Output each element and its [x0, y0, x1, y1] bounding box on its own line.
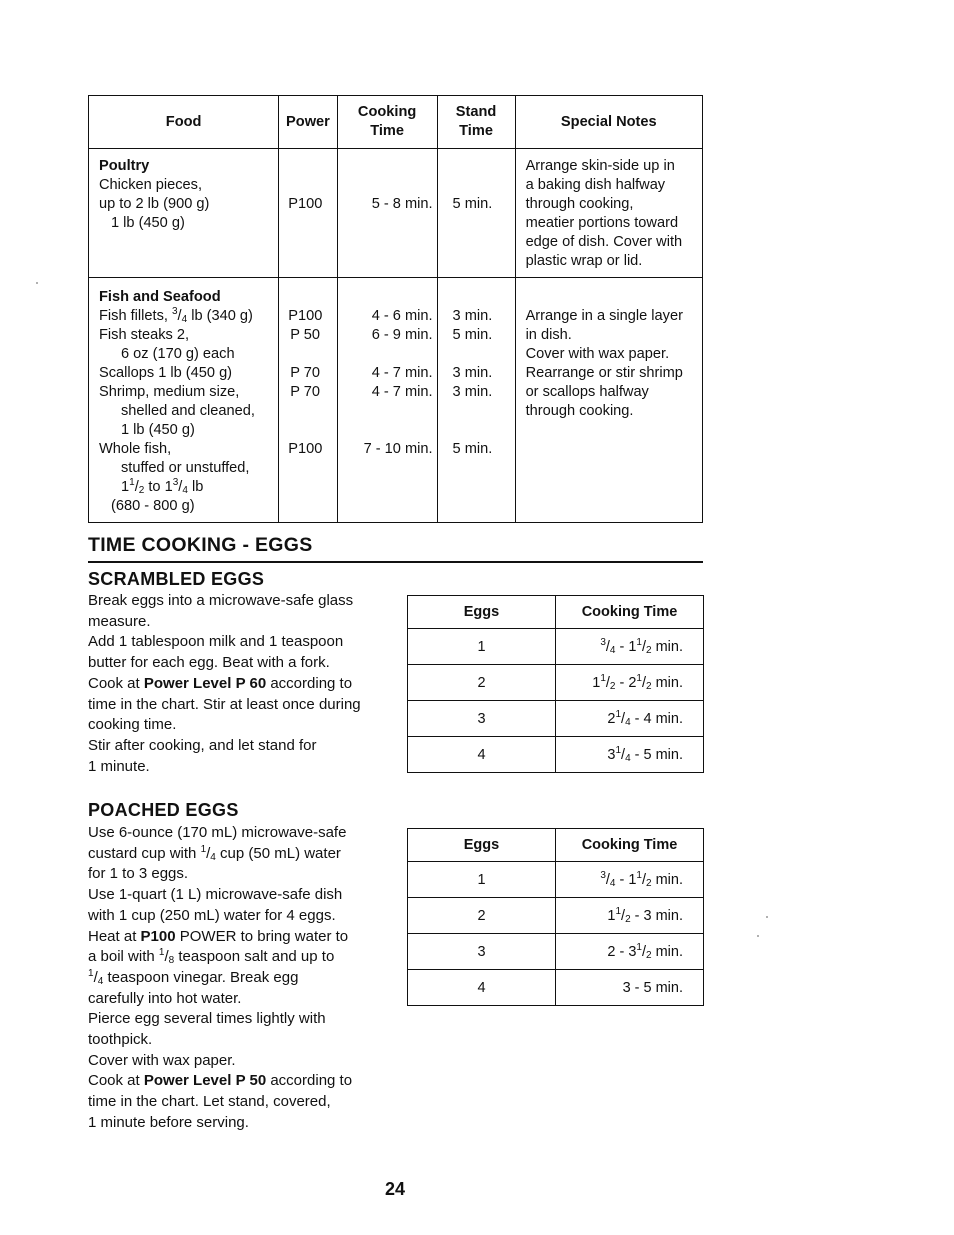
header-special-notes: Special Notes: [515, 96, 702, 149]
fish-note-line: Arrange in a single layer: [525, 308, 683, 324]
power-level-text: P100: [140, 927, 176, 945]
scrambled-eggs-instructions: [88, 591, 388, 777]
instruction-line: Cover with wax paper.: [88, 1051, 236, 1069]
instruction-line: time in the chart. Stir at least once during: [88, 695, 361, 713]
fraction-numerator: 1: [615, 744, 622, 756]
fraction-numerator: 3: [600, 636, 606, 648]
time-int: 1: [592, 674, 601, 691]
fraction-numerator: 1: [600, 672, 606, 684]
section-divider: [88, 561, 703, 563]
cooking-time-cell: $1^1/_2 - 3$ min.: [556, 898, 704, 934]
fish-power: P100: [288, 308, 323, 324]
fish-note-line: through cooking.: [525, 403, 634, 419]
fraction-denominator: 2: [646, 877, 652, 889]
poultry-title: Poultry: [99, 158, 150, 174]
fish-food-cell: [89, 278, 279, 523]
fish-note-line: in dish.: [525, 327, 572, 343]
fraction-denominator: 4: [625, 752, 631, 764]
poultry-stand-cell: [437, 149, 515, 278]
egg-count-cell: 2: [408, 898, 556, 934]
fish-power: P 50: [290, 327, 321, 343]
fish-power: [288, 345, 336, 364]
instruction-line: Pierce egg several times lightly with: [88, 1010, 326, 1028]
instruction-text: Heat at: [88, 927, 141, 945]
instruction-text: Cook at: [88, 1072, 144, 1090]
time-int: 2 - 3: [607, 943, 637, 960]
table-header-row: [89, 96, 703, 149]
poultry-note-line: a baking dish halfway: [525, 177, 666, 193]
instruction-line: $^1/_4$ teaspoon vinegar. Break egg: [88, 967, 299, 987]
fish-stand-time: 3 min.: [452, 308, 493, 324]
instruction-line: carefully into hot water.: [88, 989, 242, 1007]
poultry-food-cell: [89, 149, 279, 278]
fish-stand-time: 5 min.: [452, 441, 493, 457]
time-int: 3 - 5 min.: [622, 979, 683, 996]
cooking-time-cell: [556, 970, 704, 1006]
fish-cooking-time: [338, 421, 433, 440]
instruction-line: 1 minute.: [88, 757, 150, 775]
fish-whole-detail: stuffed or unstuffed,: [121, 460, 250, 476]
page-number: 24: [385, 1179, 406, 1199]
instruction-line: [88, 1071, 388, 1092]
time-mid: min.: [651, 943, 683, 960]
fish-note-line: Cover with wax paper.: [525, 346, 670, 362]
poultry-cooking-cell: [337, 149, 437, 278]
poultry-note-line: edge of dish. Cover with: [525, 234, 683, 250]
instruction-line: 1 minute before serving.: [88, 1113, 249, 1131]
header-cooking-time: Cooking Time: [556, 829, 704, 862]
table-row: [408, 737, 704, 773]
egg-count-cell: 1: [408, 862, 556, 898]
fish-stand-time: [453, 402, 515, 421]
fish-stand-time: [453, 421, 515, 440]
header-cooking-time-line1: Cooking: [357, 104, 417, 120]
header-power: Power: [279, 96, 337, 149]
instruction-line: toothpick.: [88, 1031, 153, 1049]
fraction-numerator: 3: [600, 869, 606, 881]
poultry-food-line: Chicken pieces,: [99, 177, 203, 193]
fish-shrimp-weight: 1 lb (450 g): [121, 422, 195, 438]
poultry-notes-cell: [515, 149, 702, 278]
fraction-denominator: 4: [97, 975, 104, 987]
fraction-numerator: 3: [171, 306, 178, 317]
fish-stand-time: 3 min.: [452, 365, 493, 381]
time-int: 3: [607, 746, 616, 763]
poultry-food-line: 1 lb (450 g): [111, 215, 185, 231]
table-header-row: [408, 596, 704, 629]
poultry-note-line: Arrange skin-side up in: [525, 158, 675, 174]
scan-speck: [766, 916, 768, 918]
egg-count-cell: 4: [408, 737, 556, 773]
table-header-row: [408, 829, 704, 862]
table-row: [408, 701, 704, 737]
time-mid: - 1: [615, 638, 637, 655]
egg-count-cell: 3: [408, 934, 556, 970]
fraction-denominator: 2: [625, 913, 631, 925]
unit-text: lb: [187, 479, 204, 495]
instruction-line: butter for each egg. Beat with a fork.: [88, 654, 330, 672]
instruction-line: measure.: [88, 612, 151, 630]
time-mid: - 4 min.: [630, 710, 683, 727]
power-level-text: Power Level P 60: [143, 674, 267, 692]
fish-cooking-time: 4 - 6 min.: [371, 308, 433, 324]
time-int: 1: [607, 907, 616, 924]
fish-whole: Whole fish,: [99, 441, 172, 457]
fish-cooking-time: 4 - 7 min.: [371, 384, 433, 400]
time-end: min.: [651, 871, 683, 888]
cooking-time-cell: $2 - 3^1/_2$ min.: [556, 934, 704, 970]
poultry-stand-time: 5 min.: [452, 196, 493, 212]
instruction-line: time in the chart. Let stand, covered,: [88, 1093, 331, 1111]
time-mid: - 5 min.: [630, 746, 683, 763]
fish-power: P 70: [290, 365, 321, 381]
time-int: 2: [607, 710, 616, 727]
instruction-text: teaspoon vinegar. Break egg: [103, 968, 299, 986]
table-row: [408, 629, 704, 665]
fraction-denominator: 4: [182, 485, 188, 496]
instruction-line: a boil with $^1/_8$ teaspoon salt and up to: [88, 947, 335, 967]
instruction-line: Use 6-ounce (170 mL) microwave-safe: [88, 824, 347, 841]
header-stand-time-line2: Time: [459, 123, 493, 139]
fish-cooking-time: 4 - 7 min.: [371, 365, 433, 381]
poultry-food-line: up to 2 lb (900 g): [99, 196, 210, 212]
fish-whole-weight: $1^1/_2$ to $1^3/_4$ lb: [121, 477, 204, 496]
instruction-text: a boil with: [88, 948, 159, 966]
fraction-numerator: 1: [636, 941, 642, 953]
fish-fillets: Fish fillets, $^3/_4$ lb (340 g): [99, 306, 253, 325]
fraction-denominator: 8: [168, 955, 175, 967]
fraction-numerator: 1: [636, 672, 642, 684]
instruction-line: Add 1 tablespoon milk and 1 teaspoon: [88, 633, 344, 651]
poached-eggs-instructions: [88, 823, 388, 1134]
table-row-poultry: [89, 149, 703, 278]
table-row: [408, 934, 704, 970]
table-row: [408, 898, 704, 934]
fish-fillets-text: Fish fillets,: [99, 308, 172, 324]
poached-eggs-table: [407, 828, 704, 1006]
fish-shrimp-detail: shelled and cleaned,: [121, 403, 255, 419]
fish-whole-metric: (680 - 800 g): [111, 498, 195, 514]
poultry-cooking-time: 5 - 8 min.: [371, 196, 433, 212]
cooking-time-cell: $^3/_4 - 1^1/_2$ min.: [556, 862, 704, 898]
poultry-power: P100: [288, 196, 323, 212]
power-level-text: Power Level P 50: [143, 1072, 267, 1090]
fraction-denominator: 2: [609, 680, 616, 692]
header-cooking-time: Cooking Time: [556, 596, 704, 629]
time-end: min.: [651, 674, 683, 691]
instruction-line: cooking time.: [88, 716, 177, 734]
fish-steaks: Fish steaks 2,: [99, 327, 190, 343]
table-row: [408, 665, 704, 701]
fraction-numerator: 3: [172, 477, 179, 488]
poached-eggs-title: POACHED EGGS: [88, 800, 239, 820]
time-mid: - 2: [615, 674, 637, 691]
table-row: [408, 862, 704, 898]
fraction-numerator: 1: [158, 947, 165, 959]
instruction-line: [88, 927, 388, 948]
fraction-numerator: 1: [636, 636, 642, 648]
scrambled-eggs-title: SCRAMBLED EGGS: [88, 569, 265, 589]
fish-stand-cell: [437, 278, 515, 523]
poultry-note-line: plastic wrap or lid.: [525, 253, 643, 269]
scan-speck: [36, 282, 38, 284]
fraction-numerator: 1: [636, 869, 642, 881]
header-eggs: Eggs: [408, 829, 556, 862]
time-mid: - 3 min.: [630, 907, 683, 924]
fish-cooking-time: 7 - 10 min.: [363, 441, 433, 457]
scan-speck: [757, 935, 759, 937]
instruction-line: Use 1-quart (1 L) microwave-safe dish: [88, 886, 343, 904]
instruction-line: Stir after cooking, and let stand for: [88, 736, 317, 754]
fraction-denominator: 4: [625, 716, 631, 728]
scrambled-eggs-table: [407, 595, 704, 773]
fish-title: Fish and Seafood: [99, 289, 221, 305]
fish-stand-time: 5 min.: [452, 327, 493, 343]
fraction-denominator: 4: [609, 877, 616, 889]
instruction-text: Cook at: [88, 674, 144, 692]
fraction-numerator: 1: [200, 843, 207, 855]
fish-steaks-weight: 6 oz (170 g) each: [121, 346, 235, 362]
fish-power: P 70: [290, 384, 321, 400]
range-text: to 1: [144, 479, 173, 495]
instruction-line: custard cup with $^1/_4$ cup (50 mL) water: [88, 843, 341, 863]
fraction-numerator: 1: [88, 967, 94, 979]
fraction-denominator: 2: [646, 644, 652, 656]
cooking-time-cell: $^3/_4 - 1^1/_2$ min.: [556, 629, 704, 665]
fish-power-cell: [279, 278, 337, 523]
section-title: TIME COOKING - EGGS: [88, 534, 313, 556]
instruction-text: according to: [266, 1072, 353, 1090]
fraction-denominator: 4: [181, 314, 188, 325]
instruction-line: [88, 674, 388, 695]
header-stand-time: [437, 96, 515, 149]
fish-notes-cell: [515, 278, 702, 523]
whole-number: 1: [121, 479, 130, 495]
fish-note-line: Rearrange or stir shrimp: [525, 365, 683, 381]
egg-count-cell: 3: [408, 701, 556, 737]
fish-stand-time: 3 min.: [452, 384, 493, 400]
fish-cooking-time: [338, 402, 433, 421]
fish-power: P100: [288, 441, 323, 457]
fish-power: [288, 402, 336, 421]
poultry-power-cell: [279, 149, 337, 278]
fraction-denominator: 2: [646, 680, 652, 692]
cooking-time-cell: $3^1/_4 - 5$ min.: [556, 737, 704, 773]
fraction-denominator: 2: [646, 949, 652, 961]
time-end: min.: [651, 638, 683, 655]
egg-count-cell: 4: [408, 970, 556, 1006]
instruction-line: with 1 cup (250 mL) water for 4 eggs.: [88, 906, 336, 924]
fish-power: [288, 421, 336, 440]
instruction-line: for 1 to 3 eggs.: [88, 865, 189, 883]
fish-scallops: Scallops 1 lb (450 g): [99, 365, 233, 381]
fraction-denominator: 2: [138, 485, 145, 496]
instruction-text: custard cup with: [88, 844, 201, 862]
fish-note-line: or scallops halfway: [525, 384, 649, 400]
time-mid: - 1: [615, 871, 637, 888]
table-row: [408, 970, 704, 1006]
fish-cooking-time: [338, 345, 433, 364]
instruction-text: cup (50 mL) water: [215, 844, 341, 862]
header-cooking-time: [337, 96, 437, 149]
fraction-denominator: 4: [210, 851, 216, 863]
instruction-line: Break eggs into a microwave-safe glass: [88, 592, 354, 609]
poultry-note-line: meatier portions toward: [525, 215, 679, 231]
instruction-text: teaspoon salt and up to: [174, 948, 335, 966]
fish-stand-time: [453, 345, 515, 364]
poultry-note-line: through cooking,: [525, 196, 634, 212]
header-cooking-time-line2: Time: [370, 123, 404, 139]
instruction-text: according to: [266, 674, 353, 692]
cooking-time-cell: $2^1/_4 - 4$ min.: [556, 701, 704, 737]
cooking-time-cell: $1^1/_2 - 2^1/_2$ min.: [556, 665, 704, 701]
fish-cooking-time: 6 - 9 min.: [371, 327, 433, 343]
fish-shrimp: Shrimp, medium size,: [99, 384, 240, 400]
fraction-numerator: 1: [129, 477, 135, 488]
egg-count-cell: 2: [408, 665, 556, 701]
header-eggs: Eggs: [408, 596, 556, 629]
fish-cooking-cell: [337, 278, 437, 523]
fish-fillets-weight: lb (340 g): [187, 308, 253, 324]
fraction-numerator: 1: [615, 905, 622, 917]
header-stand-time-line1: Stand: [455, 104, 497, 120]
table-row-fish-seafood: [89, 278, 703, 523]
header-food: Food: [89, 96, 279, 149]
egg-count-cell: 1: [408, 629, 556, 665]
instruction-text: POWER to bring water to: [175, 927, 349, 945]
fraction-denominator: 4: [609, 644, 616, 656]
cooking-guide-table: [88, 95, 703, 523]
fraction-numerator: 1: [615, 708, 622, 720]
